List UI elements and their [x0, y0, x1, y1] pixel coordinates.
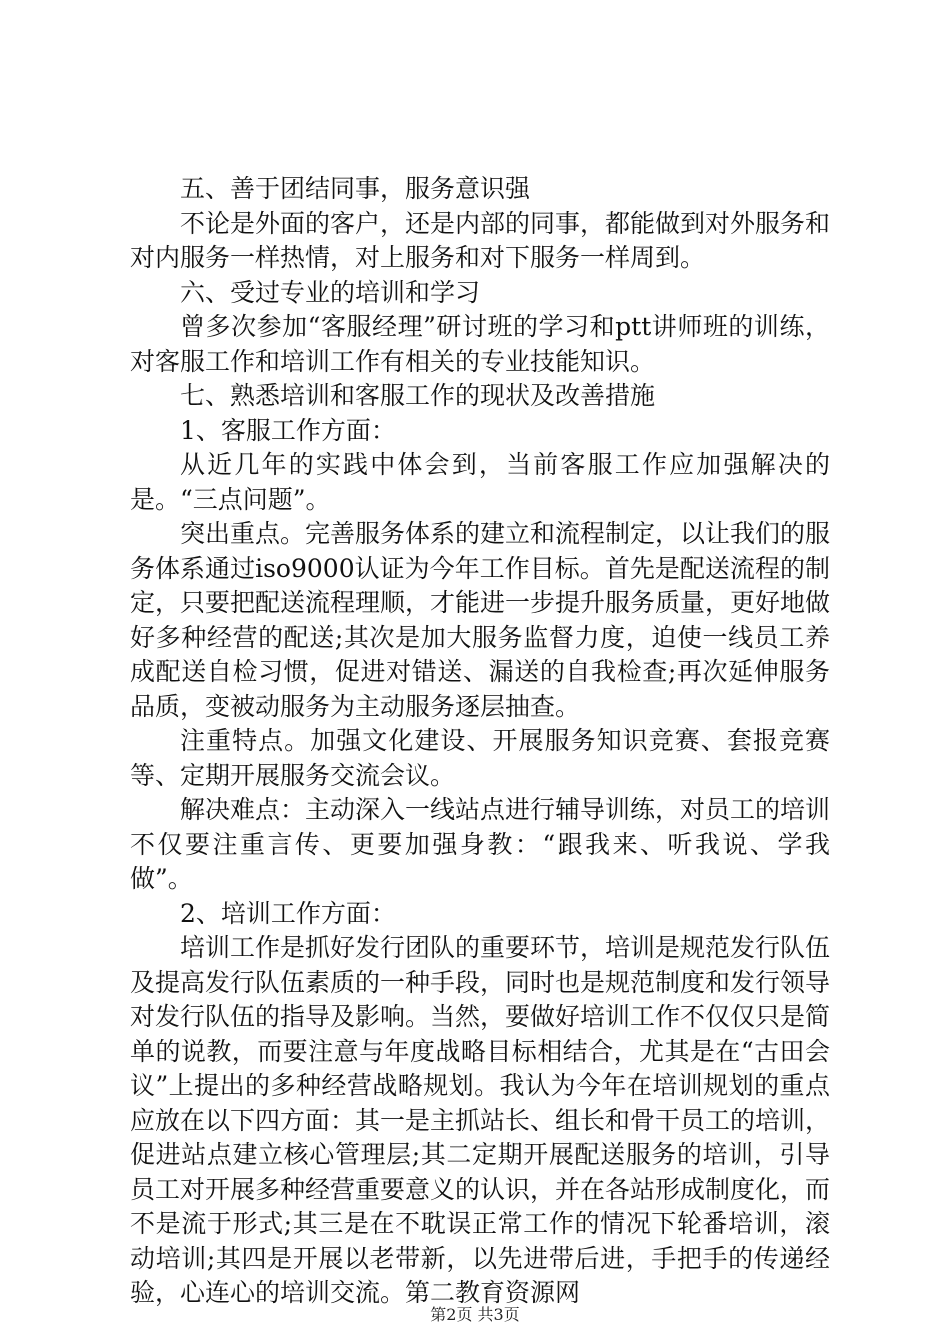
subsection-heading-1: 1、客服工作方面： [180, 415, 396, 445]
document-body [130, 172, 830, 1311]
paragraph: 从近几年的实践中体会到，当前客服工作应加强解决的是。“三点问题”。 [130, 450, 830, 514]
paragraph: 不论是外面的客户，还是内部的同事，都能做到对外服务和对内服务一样热情，对上服务和对下服务一样周到。 [130, 208, 831, 272]
section-heading-7: 七、熟悉培训和客服工作的现状及改善措施 [180, 381, 656, 410]
section-heading-5: 五、善于团结同事，服务意识强 [180, 174, 531, 203]
paragraph: 注重特点。加强文化建设、开展服务知识竞赛、套报竞赛等、定期开展服务交流会议。 [130, 726, 830, 790]
page-number-footer: 第2页 共3页 [430, 1305, 520, 1324]
section-heading-6: 六、受过专业的培训和学习 [180, 277, 481, 307]
paragraph: 曾多次参加“客服经理”研讨班的学习和ptt讲师班的训练，对客服工作和培训工作有相关的专业技能知识。 [130, 312, 830, 376]
paragraph: 培训工作是抓好发行团队的重要环节，培训是规范发行队伍及提高发行队伍素质的一种手段，同时也是规范制度和发行领导对发行队伍的指导及影响。当然，要做好培训工作不仅仅只是简单的说教，而要注意与年度战略目标相结合，尤其是在“古田会议”上提出的多种经营战略规划。我认为今年在培训规划的重点应放在以下四方面：其一是主抓站长、组长和骨干员工的培训，促进站点建立核心管理层;其二定期开展配送服务的培训，引导员工对开展多种经营重要意义的认识，并在各站形成制度化，而不是流于形式;其三是在不耽误正常工作的情况下轮番培训，滚动培训;其四是开展以老带新，以先进带后进，手把手的传递经验，心连心的培训交流。第二教育资源网 [130, 933, 831, 1307]
subsection-heading-2: 2、培训工作方面： [180, 898, 396, 928]
paragraph: 突出重点。完善服务体系的建立和流程制定，以让我们的服务体系通过iso9000认证为今年工作目标。首先是配送流程的制定，只要把配送流程理顺，才能进一步提升服务质量，更好地做好多种经营的配送;其次是加大服务监督力度，迫使一线员工养成配送自检习惯，促进对错送、漏送的自我检查;再次延伸服务品质，变被动服务为主动服务逐层抽查。 [130, 519, 831, 721]
paragraph: 解决难点：主动深入一线站点进行辅导训练，对员工的培训不仅要注重言传、更要加强身教：“跟我来、听我说、学我做”。 [130, 795, 831, 893]
